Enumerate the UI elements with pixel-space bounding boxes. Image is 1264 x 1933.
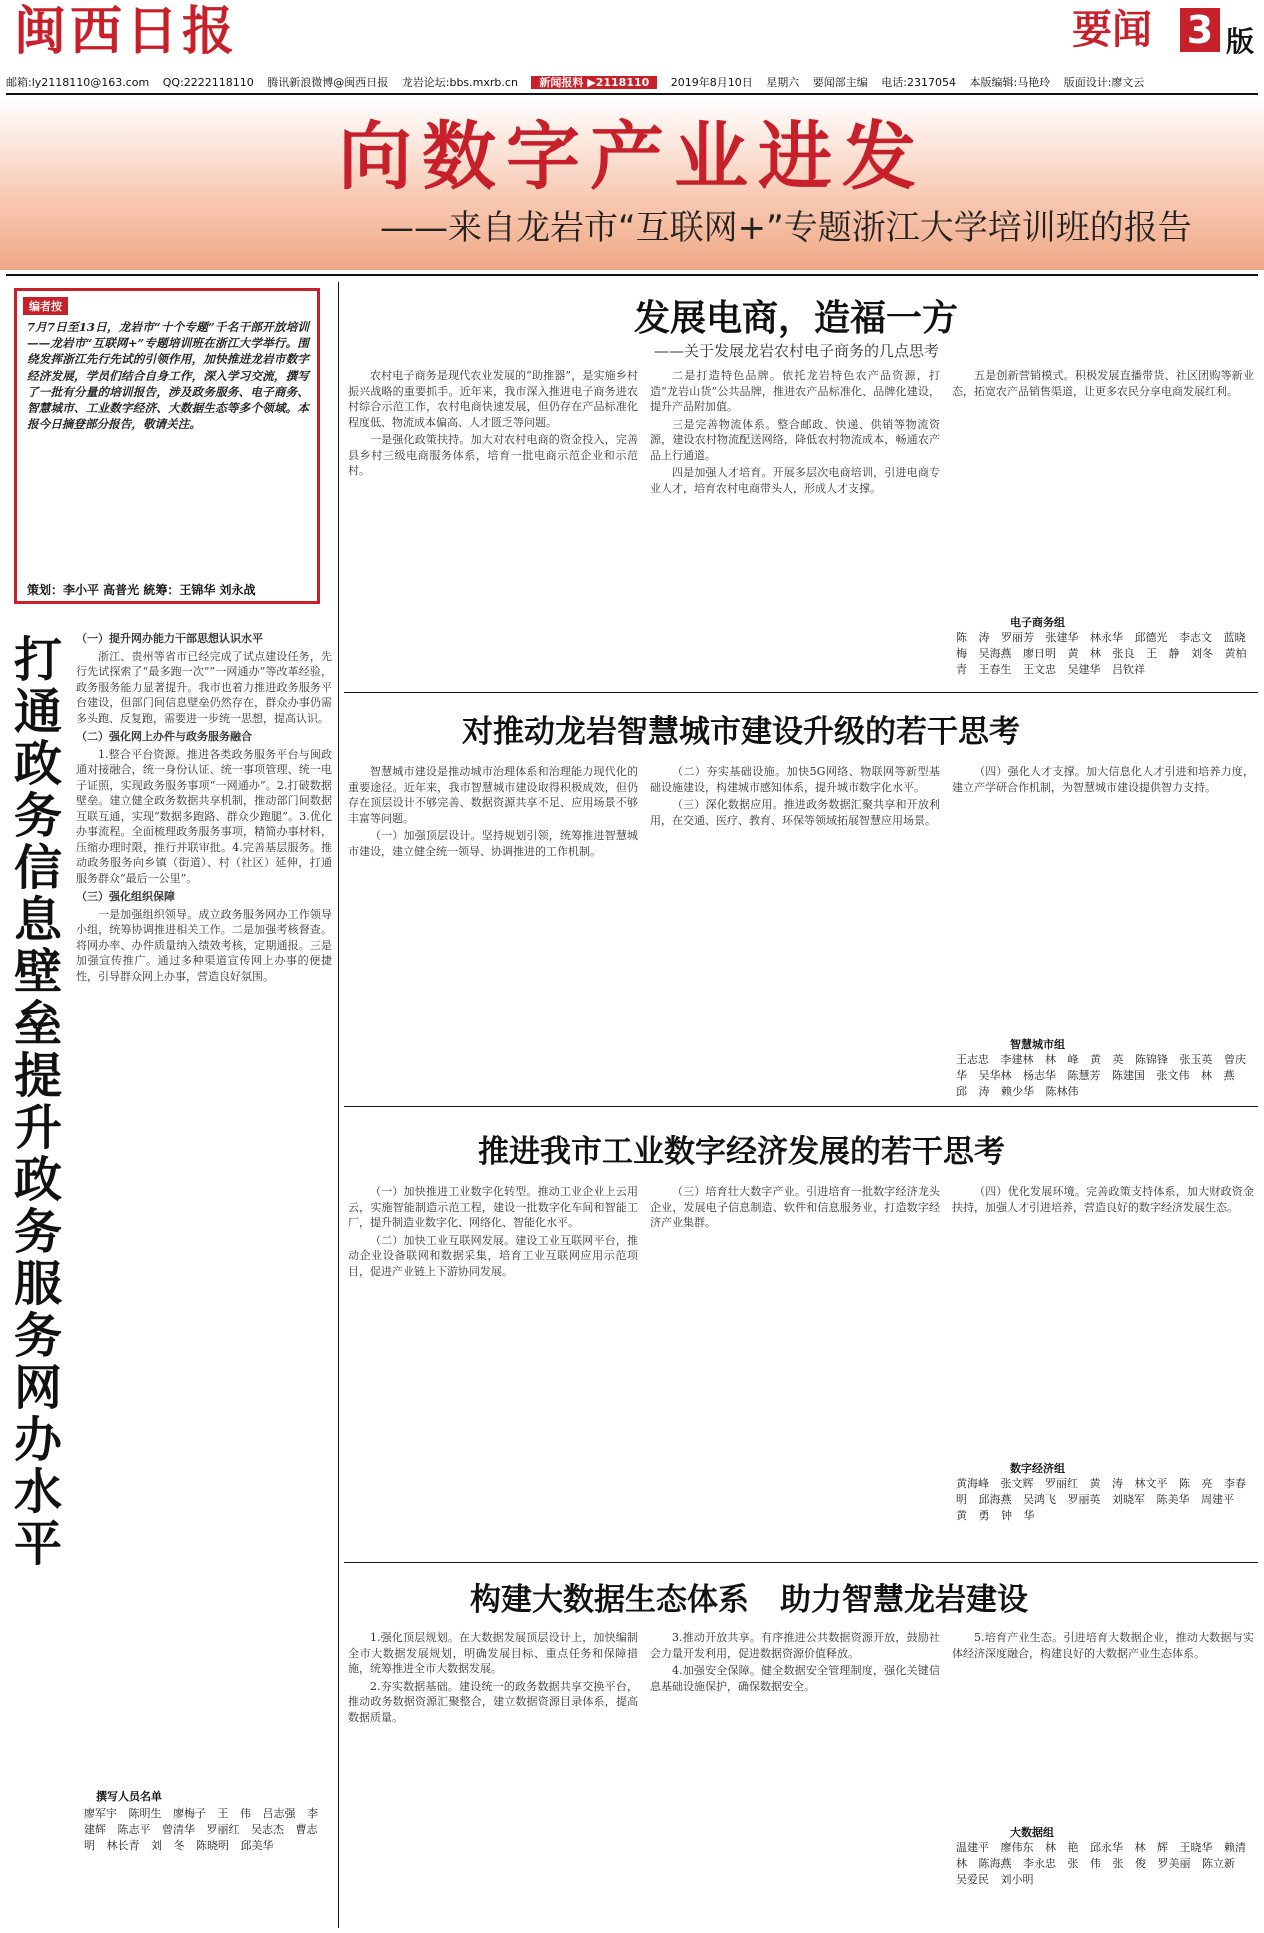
page-unit: 版: [1226, 25, 1255, 58]
issue-date: 2019年8月10日: [670, 76, 753, 89]
newspaper-name: 闽西日报: [14, 1, 239, 62]
page-number: 3: [1180, 8, 1220, 52]
column-divider: [338, 282, 339, 1928]
paragraph: （三）培育壮大数字产业。引进培育一批数字经济龙头企业，发展电子信息制造、软件和信息服务业，打造数字经济产业集群。: [650, 1185, 940, 1229]
weibo: 腾讯新浪微博@闽西日报: [267, 76, 389, 89]
page-editor: 本版编辑:马艳玲: [969, 76, 1051, 89]
masthead: [0, 0, 1264, 80]
section-title: 要闻: [1072, 7, 1152, 53]
paragraph: 1.整合平台资源。推进各类政务服务平台与闽政通对接融合，统一身份认证、统一事项管理、统一电子证照，实现政务服务事项“一网通办”。2.打破数据壁垒。建立健全政务数据共享机制，推动部门间数据互联互通，实现“数据多跑路、群众少跑腿”。3.优化办事流程。全面梳理政务服务事项，精简办事材料，压缩办理时限，推行并联审批。4.完善基层服务。推动政务服务向乡镇（街道）、村（社区）延伸，打通服务群众“最后一公里”。: [76, 747, 332, 885]
news-hotline: 新闻报料 ▶2118110: [531, 76, 657, 89]
ecommerce-col-2: [650, 368, 940, 678]
industry-col-2: [650, 1184, 940, 1548]
smartcity-editors-list: 王志忠 李建林 林 峰 黄 英 陈锦锋 张玉英 曾庆华 吴华林 杨志华 陈慧芳 陈建国 张文伟 林 燕 邱 涛 赖少华 陈林伟: [956, 1053, 1246, 1098]
paragraph: 二是打造特色品牌。依托龙岩特色农产品资源，打造“龙岩山货”公共品牌，推进农产品标准化、品牌化建设，提升产品附加值。: [650, 369, 940, 413]
paragraph: 一是加强组织领导。成立政务服务网办工作领导小组，统筹协调推进相关工作。二是加强考核督查。将网办率、办件质量纳入绩效考核，定期通报。三是加强宣传推广。通过多种渠道宣传网上办事的便捷性，引导群众网上办事，营造良好氛围。: [76, 907, 332, 983]
paragraph: 四是加强人才培育。开展多层次电商培训，引进电商专业人才，培育农村电商带头人，形成人才支撑。: [650, 466, 940, 495]
phone: 电话:2317054: [881, 76, 956, 89]
ecommerce-title: 发展电商，造福一方: [634, 297, 959, 339]
forum: 龙岩论坛:bbs.mxrb.cn: [401, 76, 518, 89]
chief-editor: 要闻部主编: [812, 76, 868, 89]
qq: QQ:2222118110: [162, 76, 254, 89]
editor-note-byline: 策划：李小平 高普光 統筹：王锦华 刘永战: [27, 583, 256, 597]
paragraph: 5.培育产业生态。引进培育大数据企业，推动大数据与实体经济深度融合，构建良好的大数据产业生态体系。: [952, 1631, 1254, 1660]
paragraph: 3.推动开放共享。有序推进公共数据资源开放，鼓励社会力量开发利用，促进数据资源价值释放。: [650, 1631, 940, 1660]
bigdata-col-2: [650, 1630, 940, 1928]
ecommerce-subtitle: ——关于发展龙岩农村电子商务的几点思考: [654, 342, 940, 360]
paragraph: （三）深化数据应用。推进政务数据汇聚共享和开放利用，在交通、医疗、教育、环保等领域拓展智慧应用场景。: [650, 798, 940, 827]
paragraph: 4.加强安全保障。健全数据安全管理制度，强化关键信息基础设施保护，确保数据安全。: [650, 1664, 940, 1693]
section-heading: （三）强化组织保障: [76, 890, 175, 903]
left-article-title: 打通政务信息壁垒提升政务服务网办水平: [14, 632, 63, 1572]
industry-col-3: [952, 1184, 1254, 1454]
paragraph: （四）强化人才支撑。加大信息化人才引进和培养力度，建立产学研合作机制，为智慧城市建设提供智力支持。: [952, 765, 1254, 794]
paragraph: （一）加强顶层设计。坚持规划引领，统筹推进智慧城市建设，建立健全统一领导、协调推进的工作机制。: [348, 829, 638, 858]
email: 邮箱:ly2118110@163.com: [6, 76, 150, 89]
banner-title: 向数字产业进发: [338, 114, 926, 200]
info-bar: [6, 74, 1258, 92]
section-rule: [344, 1106, 1258, 1107]
smartcity-col-2: [650, 764, 940, 1092]
banner-rule: [6, 274, 1258, 276]
smartcity-title: 对推动龙岩智慧城市建设升级的若干思考: [462, 714, 1020, 750]
paragraph: 智慧城市建设是推动城市治理体系和治理能力现代化的重要途径。近年来，我市智慧城市建设取得积极成效，但仍存在顶层设计不够完善、数据资源共享不足、应用场景不够丰富等问题。: [348, 765, 638, 825]
paragraph: 一是强化政策扶持。加大对农村电商的资金投入，完善县乡村三级电商服务体系，培育一批电商示范企业和示范村。: [348, 433, 638, 477]
smartcity-col-3: [952, 764, 1254, 1032]
paragraph: 三是完善物流体系。整合邮政、快递、供销等物流资源，建设农村物流配送网络，降低农村物流成本，畅通农产品上行通道。: [650, 417, 940, 462]
smartcity-col-1: [348, 764, 638, 1092]
ecommerce-col-1: [348, 368, 638, 678]
industry-col-1: [348, 1184, 638, 1548]
section-rule: [344, 692, 1258, 693]
smartcity-editors-heading: 智慧城市组: [1010, 1038, 1065, 1051]
top-rule: [6, 93, 1258, 95]
layout-designer: 版面设计:廖文云: [1063, 76, 1145, 89]
paragraph: 五是创新营销模式。积极发展直播带货、社区团购等新业态，拓宽农产品销售渠道，让更多农民分享电商发展红利。: [952, 369, 1254, 398]
paragraph: 1.强化顶层规划。在大数据发展顶层设计上，加快编制全市大数据发展规划，明确发展目标、重点任务和保障措施，统筹推进全市大数据发展。: [348, 1631, 638, 1675]
industry-editors-heading: 数字经济组: [1010, 1462, 1065, 1475]
paragraph: 2.夯实数据基础。建设统一的政务数据共享交换平台，推动政务数据资源汇聚整合，建立数据资源目录体系，提高数据质量。: [348, 1679, 638, 1724]
banner-subtitle: ——来自龙岩市“互联网+”专题浙江大学培训班的报告: [380, 208, 1192, 248]
bigdata-title: 构建大数据生态体系 助力智慧龙岩建设: [470, 1582, 1028, 1618]
section-heading: （一）提升网办能力干部思想认识水平: [76, 632, 263, 645]
left-editors-heading: 撰写人员名单: [96, 1790, 162, 1803]
section-rule: [344, 1562, 1258, 1563]
editor-note-box: [14, 288, 320, 604]
paragraph: （一）加快推进工业数字化转型。推动工业企业上云用云，实施智能制造示范工程，建设一批数字化车间和智能工厂，提升制造业数字化、网络化、智能化水平。: [348, 1185, 638, 1229]
ecommerce-editors-list: 陈 涛 罗丽芳 张建华 林永华 邱德光 李志文 蓝晓梅 吴海燕 廖日明 黄 林 张良 王 静 刘冬 黄柏青 王春生 王文忠 吴建华 吕钦祥: [956, 631, 1247, 676]
weekday: 星期六: [766, 76, 800, 89]
bigdata-col-1: [348, 1630, 638, 1928]
left-editors-list: 廖军宇 陈明生 廖梅子 王 伟 吕志强 李建辉 陈志平 曾清华 罗丽红 吴志杰 曹志明 林长青 刘 冬 陈晓明 邱美华: [84, 1807, 318, 1852]
paragraph: （二）夯实基础设施。加快5G网络、物联网等新型基础设施建设，构建城市感知体系，提升城市数字化水平。: [650, 765, 940, 794]
editor-note-tag: 编者按: [23, 297, 68, 315]
bigdata-editors-list: 温建平 廖伟东 林 艳 邱永华 林 辉 王晓华 赖清林 陈海燕 李永忠 张 伟 张 俊 罗美丽 陈立新 吴爱民 刘小明: [956, 1841, 1246, 1886]
industry-title: 推进我市工业数字经济发展的若干思考: [478, 1134, 1005, 1170]
section-heading: （二）强化网上办件与政务服务融合: [76, 730, 252, 743]
paragraph: （二）加快工业互联网发展。建设工业互联网平台，推动企业设备联网和数据采集，培育工业互联网应用示范项目，促进产业链上下游协同发展。: [348, 1233, 638, 1278]
paragraph: 浙江、贵州等省市已经完成了试点建设任务，先行先试探索了“最多跑一次”“一网通办”等改革经验，政务服务能力显著提升。我市也着力推进政务服务平台建设，但部门间信息壁垒仍然存在，群众办事仍需多头跑、反复跑，需要进一步统一思想，提高认识。: [76, 649, 332, 725]
industry-editors-list: 黄海峰 张文辉 罗丽红 黄 涛 林文平 陈 亮 李春明 邱海燕 吴鸿飞 罗丽英 刘晓军 陈美华 周建平 黄 勇 钟 华: [956, 1477, 1246, 1522]
left-article-body: [76, 628, 332, 1784]
editor-note-text: 7月7日至13日，龙岩市“十个专题”千名干部开放培训——龙岩市“互联网+”专题培训班在浙江大学举行。围绕发挥浙江先行先试的引领作用，加快推进龙岩市数字经济发展，学员们结合自身工作，深入学习交流，撰写了一批有分量的培训报告，涉及政务服务、电子商务、智慧城市、工业数字经济、大数据生态等多个领域。本报今日摘登部分报告，敬请关注。: [27, 320, 309, 432]
bigdata-editors-heading: 大数据组: [1010, 1826, 1054, 1839]
ecommerce-col-3: [952, 368, 1254, 608]
ecommerce-editors-heading: 电子商务组: [1010, 616, 1065, 629]
paragraph: 农村电子商务是现代农业发展的“助推器”，是实施乡村振兴战略的重要抓手。近年来，我市深入推进电子商务进农村综合示范工作，农村电商快速发展，但仍存在产品标准化程度低、物流成本偏高、人才匮乏等问题。: [348, 369, 638, 429]
paragraph: （四）优化发展环境。完善政策支持体系，加大财政资金扶持，加强人才引进培养，营造良好的数字经济发展生态。: [952, 1185, 1254, 1214]
bigdata-col-3: [952, 1630, 1254, 1818]
